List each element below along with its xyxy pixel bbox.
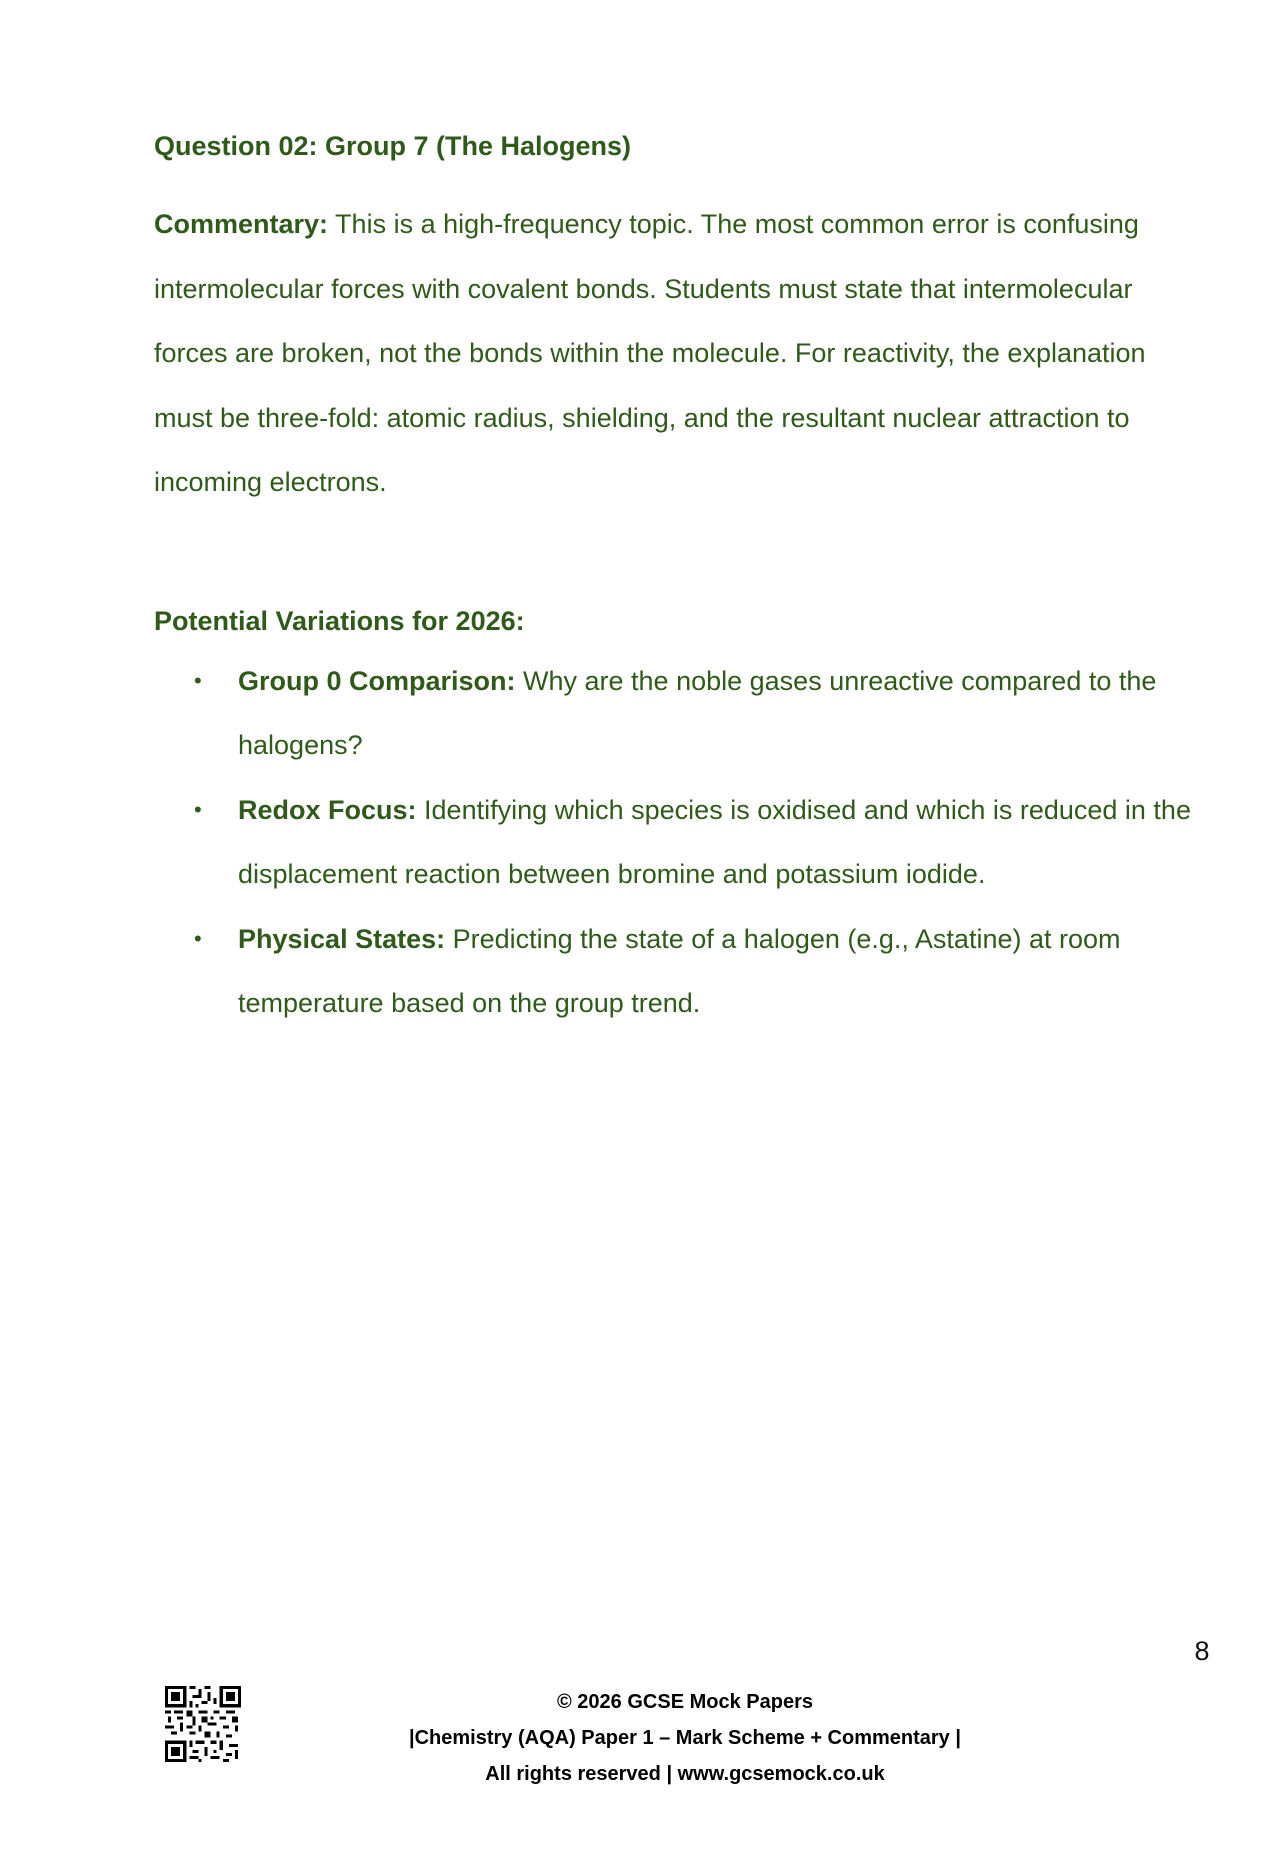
question-title: Question 02: Group 7 (The Halogens) (154, 131, 632, 161)
bullet-icon: • (194, 925, 202, 951)
footer-copyright: © 2026 GCSE Mock Papers (557, 1691, 813, 1713)
bullet-icon: • (194, 796, 202, 822)
commentary-text: This is a high-frequency topic. The most common error is confusing intermolecular forces with covalent bonds. Students must state that intermolecular forces are broken, not the bonds within the molecule. For reactivity, the explanation must be three-fold: atomic radius, shielding, and the resultant nuclear attraction to incoming electrons. (154, 209, 1146, 497)
variations-heading: Potential Variations for 2026: (154, 605, 525, 636)
variation-text: Identifying which species is oxidised and which is reduced in the displacement reaction between bromine and potassium iodide. (238, 794, 1191, 889)
variation-label: Redox Focus: (238, 794, 417, 825)
variation-text: Why are the noble gases unreactive compared to the halogens? (238, 665, 1157, 760)
commentary-paragraph (154, 192, 1200, 515)
commentary-label: Commentary: (154, 209, 329, 239)
list-item (154, 907, 1200, 1036)
qr-code-icon (165, 1686, 241, 1762)
list-item (154, 778, 1200, 907)
variation-label: Group 0 Comparison: (238, 665, 516, 696)
variation-text: Predicting the state of a halogen (e.g., Astatine) at room temperature based on the group trend. (238, 923, 1121, 1018)
footer-paper-title: |Chemistry (AQA) Paper 1 – Mark Scheme + Commentary | (409, 1727, 961, 1749)
page-number: 8 (1194, 1636, 1210, 1666)
footer-rights: All rights reserved | www.gcsemock.co.uk (485, 1763, 885, 1785)
footer (300, 1684, 1070, 1792)
bullet-icon: • (194, 667, 202, 693)
variations-list (154, 649, 1200, 1036)
variation-label: Physical States: (238, 923, 446, 954)
list-item (154, 649, 1200, 778)
page-content (154, 128, 1200, 1036)
